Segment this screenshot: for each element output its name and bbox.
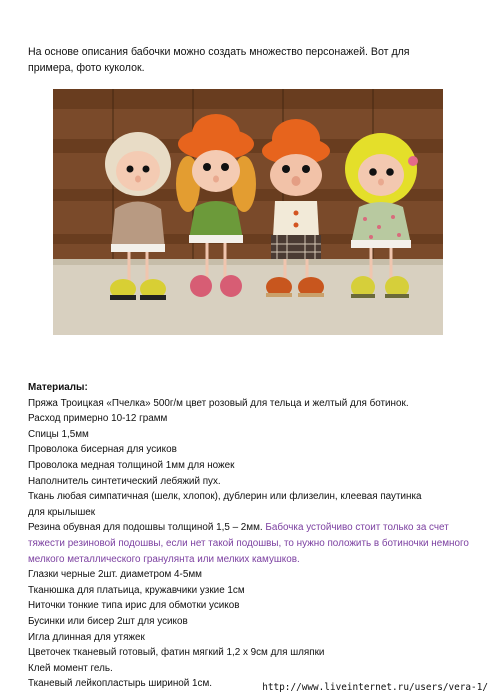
materials-line: Цветочек тканевый готовый, фатин мягкий 1,2 х 9см для шляпки bbox=[28, 647, 325, 659]
intro-line-2: примера, фото куколок. bbox=[28, 62, 145, 74]
materials-line: для крылышек bbox=[28, 506, 96, 518]
sole-text: Резина обувная для подошвы толщиной 1,5 – 2мм. bbox=[28, 522, 266, 534]
materials-line: Проволока бисерная для усиков bbox=[28, 444, 177, 456]
materials-line: Бусинки или бисер 2шт для усиков bbox=[28, 615, 188, 627]
materials-line: Расход примерно 10-12 грамм bbox=[28, 413, 168, 425]
materials-line: Клей момент гель. bbox=[28, 662, 113, 674]
materials-line: Игла длинная для утяжек bbox=[28, 631, 145, 643]
materials-list bbox=[28, 380, 478, 692]
intro-line-1: На основе описания бабочки можно создать множество персонажей. Вот для bbox=[28, 46, 410, 58]
dolls-photo bbox=[53, 89, 443, 335]
materials-line: Ткань любая симпатичная (шелк, хлопок), дублерин или флизелин, клеевая паутинка bbox=[28, 491, 422, 503]
materials-line: Тканюшка для платьица, кружавчики узкие 1см bbox=[28, 584, 245, 596]
materials-line: Ниточки тонкие типа ирис для обмотки усиков bbox=[28, 600, 240, 612]
materials-line: Спицы 1,5мм bbox=[28, 428, 89, 440]
materials-line: Наполнитель синтетический лебяжий пух. bbox=[28, 475, 221, 487]
materials-line: Пряжа Троицкая «Пчелка» 500г/м цвет розовый для тельца и желтый для ботинок. bbox=[28, 397, 409, 409]
source-url: http://www.liveinternet.ru/users/vera-1/ bbox=[262, 682, 488, 693]
materials-heading: Материалы: bbox=[28, 382, 88, 393]
materials-line: Проволока медная толщиной 1мм для ножек bbox=[28, 459, 235, 471]
sole-paragraph bbox=[28, 520, 478, 567]
materials-line: Глазки черные 2шт. диаметром 4-5мм bbox=[28, 569, 202, 581]
sole-note: Бабочка устойчиво стоит только за счет тяжести резиновой подошвы, если нет такой подошвы, то нужно положить в ботиночки немного мелкого металлического гранулянта или мелких камушков. bbox=[28, 522, 469, 565]
knitted-dolls-photo-icon bbox=[53, 89, 443, 335]
materials-line: Тканевый лейкопластырь шириной 1см. bbox=[28, 678, 213, 690]
intro-text bbox=[28, 44, 468, 76]
